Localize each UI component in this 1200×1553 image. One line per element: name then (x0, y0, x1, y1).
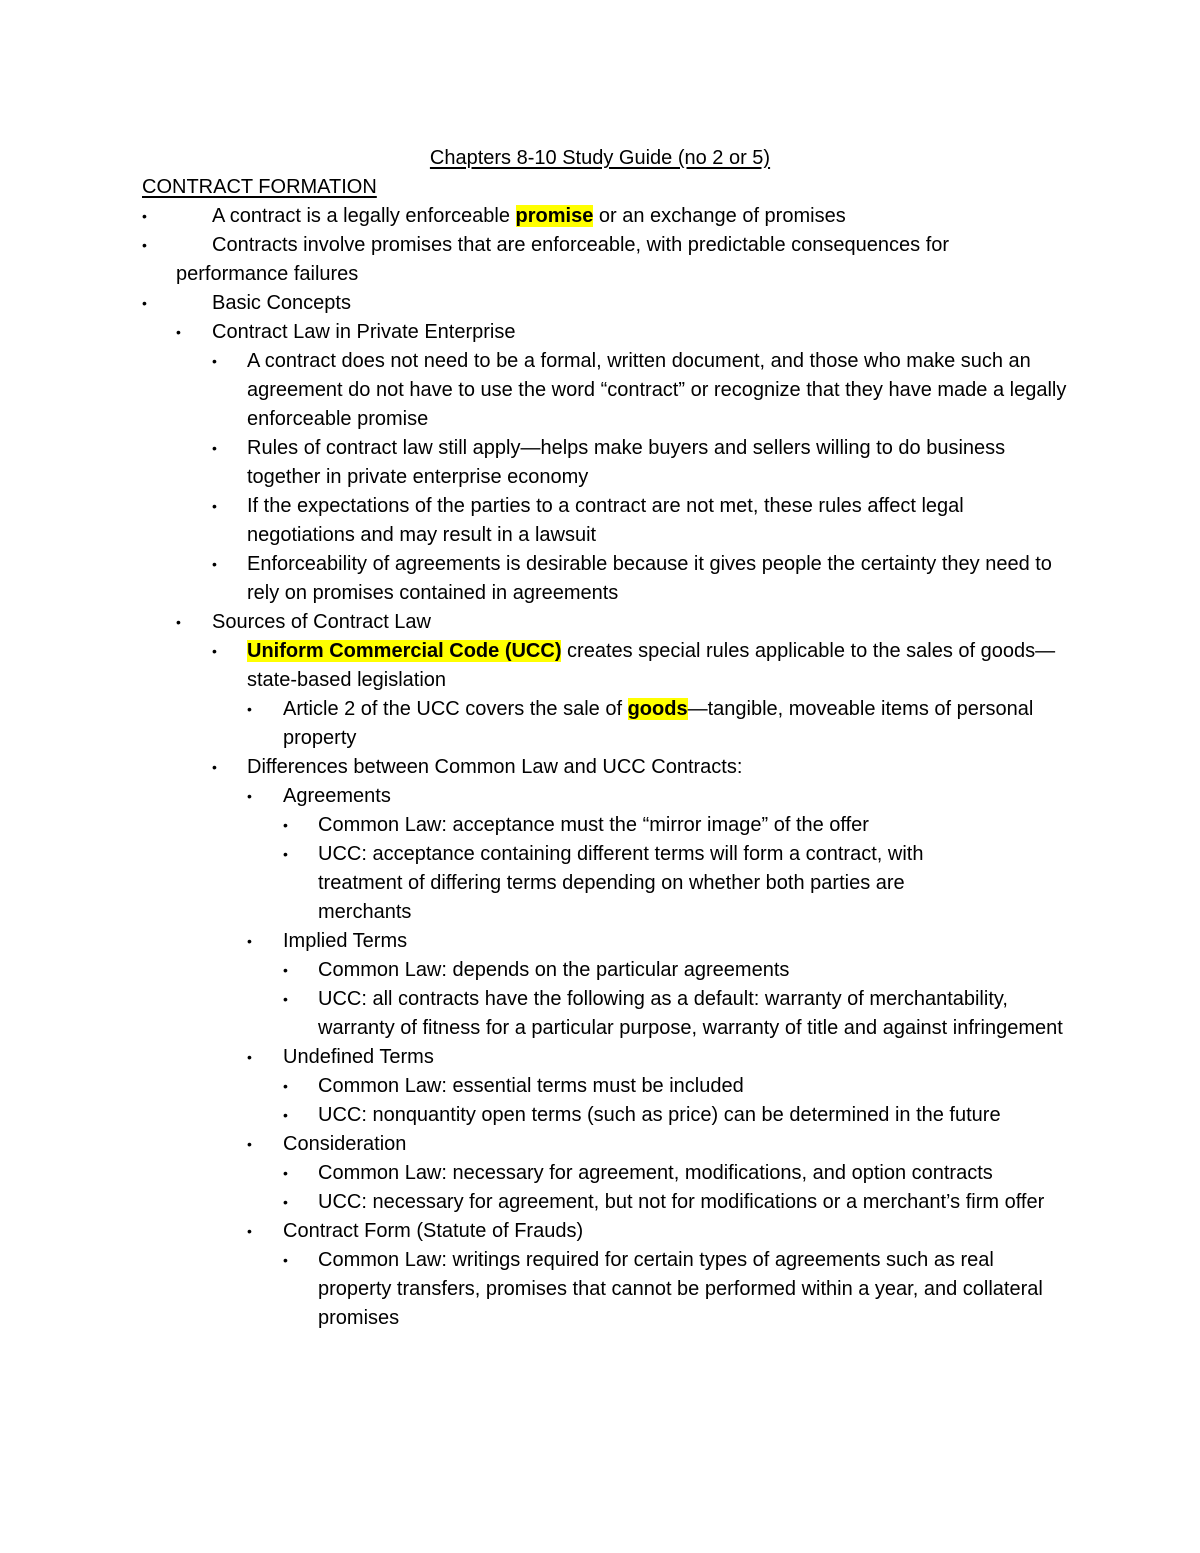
list-item (0, 289, 1092, 318)
list-item (0, 492, 1067, 550)
item-text: UCC: acceptance containing different terms will form a contract, with treatment of differing terms depending on whether both parties are merchants (318, 843, 924, 923)
section-heading: CONTRACT FORMATION (142, 176, 377, 198)
item-text: Common Law: essential terms must be included (318, 1075, 744, 1097)
item-text: UCC: necessary for agreement, but not for modifications or a merchant’s firm offer (318, 1191, 1045, 1213)
item-text: Contract Form (Statute of Frauds) (283, 1220, 584, 1242)
bullet-icon: • (247, 1049, 252, 1065)
bullet-icon: • (283, 1107, 288, 1123)
item-text: Contract Law in Private Enterprise (212, 321, 516, 343)
bullet-icon: • (247, 788, 252, 804)
bullet-icon: • (247, 1136, 252, 1152)
list-item (0, 811, 1063, 840)
item-text: creates special rules applicable to the sales of goods—state-based legislation (247, 640, 1056, 691)
item-text: Undefined Terms (283, 1046, 434, 1068)
list-item (0, 231, 1092, 260)
item-text: Differences between Common Law and UCC Contracts: (247, 756, 743, 778)
list-item (0, 1188, 1063, 1217)
bullet-icon: • (142, 208, 147, 224)
list-item (0, 985, 1063, 1043)
item-text: or an exchange of promises (593, 205, 846, 227)
item-text: Enforceability of agreements is desirable because it gives people the certainty they need to rely on promises contained in agreements (247, 553, 1052, 604)
item-text: A contract does not need to be a formal, written document, and those who make such an agreement do not have to use the word “contract” or recognize that they have made a legally enforceable promise (247, 350, 1067, 430)
list-item (0, 202, 1092, 231)
bullet-icon: • (283, 817, 288, 833)
list-item (0, 927, 1043, 956)
list-item (0, 434, 1067, 492)
bullet-icon: • (283, 1252, 288, 1268)
list-item (0, 347, 1067, 434)
list-item (0, 1130, 1043, 1159)
bullet-icon: • (283, 1165, 288, 1181)
list-item (0, 637, 1067, 695)
bullet-icon: • (142, 237, 147, 253)
bullet-icon: • (212, 353, 217, 369)
item-text: Agreements (283, 785, 391, 807)
item-text: UCC: all contracts have the following as a default: warranty of merchantability, warranty of fitness for a particular purpose, warranty of title and against infringement (318, 988, 1063, 1039)
bullet-icon: • (283, 846, 288, 862)
bullet-icon: • (176, 324, 181, 340)
outline-list (0, 202, 1200, 1333)
highlight-text: goods (627, 698, 688, 720)
bullet-icon: • (212, 498, 217, 514)
list-item (0, 550, 1067, 608)
item-text: Common Law: writings required for certain types of agreements such as real property transfers, promises that cannot be performed within a year, and collateral promises (318, 1249, 1043, 1329)
list-item (0, 956, 1063, 985)
item-text: Article 2 of the UCC covers the sale of (283, 698, 628, 720)
list-item (0, 840, 998, 927)
page-title: Chapters 8-10 Study Guide (no 2 or 5) (429, 147, 771, 169)
list-item (0, 695, 1043, 753)
bullet-icon: • (212, 556, 217, 572)
item-text: Common Law: necessary for agreement, modifications, and option contracts (318, 1162, 993, 1184)
item-text: Implied Terms (283, 930, 408, 952)
bullet-icon: • (247, 933, 252, 949)
item-text: UCC: nonquantity open terms (such as price) can be determined in the future (318, 1104, 1001, 1126)
item-text: —tangible, moveable items of personal property (283, 698, 1034, 749)
item-text: Common Law: acceptance must the “mirror image” of the offer (318, 814, 869, 836)
item-text: Consideration (283, 1133, 407, 1155)
item-text: Basic Concepts (212, 292, 351, 314)
bullet-icon: • (247, 1223, 252, 1239)
item-text: Common Law: depends on the particular agreements (318, 959, 790, 981)
highlight-text: Uniform Commercial Code (UCC) (247, 640, 562, 662)
list-item (0, 1072, 1063, 1101)
item-text: Contracts involve promises that are enforceable, with predictable consequences for (212, 234, 950, 256)
bullet-icon: • (283, 962, 288, 978)
item-text: If the expectations of the parties to a contract are not met, these rules affect legal negotiations and may result in a lawsuit (247, 495, 964, 546)
item-text: performance failures (176, 263, 359, 285)
bullet-icon: • (247, 701, 252, 717)
list-item (0, 1246, 1063, 1333)
item-text: A contract is a legally enforceable (212, 205, 516, 227)
bullet-icon: • (212, 440, 217, 456)
item-text: Sources of Contract Law (212, 611, 431, 633)
list-item-continuation (0, 260, 1076, 289)
list-item (0, 753, 1067, 782)
bullet-icon: • (142, 295, 147, 311)
list-item (0, 318, 1092, 347)
bullet-icon: • (212, 643, 217, 659)
bullet-icon: • (212, 759, 217, 775)
list-item (0, 1043, 1043, 1072)
list-item (0, 1217, 1043, 1246)
list-item (0, 608, 1092, 637)
bullet-icon: • (283, 1078, 288, 1094)
list-item (0, 1101, 1078, 1130)
bullet-icon: • (283, 991, 288, 1007)
bullet-icon: • (176, 614, 181, 630)
highlight-text: promise (515, 205, 594, 227)
item-text: Rules of contract law still apply—helps make buyers and sellers willing to do business together in private enterprise economy (247, 437, 1006, 488)
list-item (0, 782, 1043, 811)
list-item (0, 1159, 1078, 1188)
bullet-icon: • (283, 1194, 288, 1210)
